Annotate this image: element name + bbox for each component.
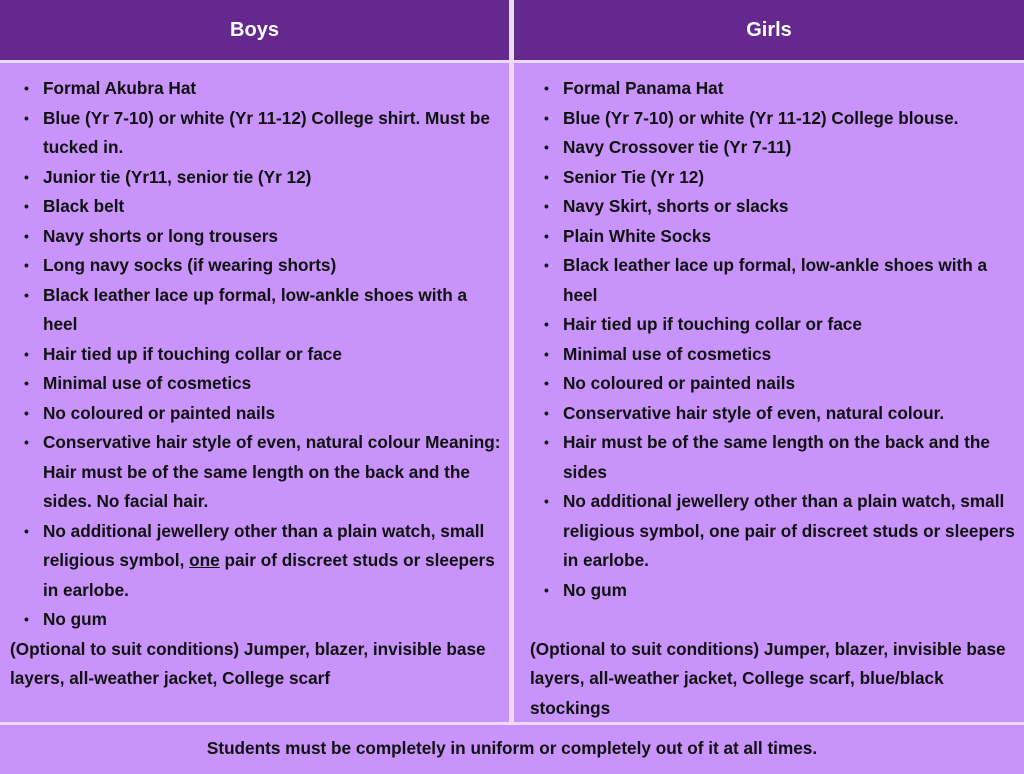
list-item: • Hair must be of the same length on the back and the sides [530,428,1016,487]
list-item: • Navy Crossover tie (Yr 7-11) [530,133,1016,163]
list-item: • Hair tied up if touching collar or face [10,340,501,370]
boys-optional-note: (Optional to suit conditions) Jumper, blazer, invisible base layers, all-weather jacket, College scarf [10,638,486,688]
list-item: • Conservative hair style of even, natural colour. [530,399,1016,429]
list-item: • No additional jewellery other than a plain watch, small religious symbol, one pair of discreet studs or sleepers in earlobe. [530,487,1016,576]
list-item: • Blue (Yr 7-10) or white (Yr 11-12) College shirt. Must be tucked in. [10,104,501,163]
list-item: • Long navy socks (if wearing shorts) [10,251,501,281]
list-item: • Formal Panama Hat [530,74,1016,104]
list-item: • No coloured or painted nails [10,399,501,429]
girls-cell [514,63,1024,722]
list-item: • Blue (Yr 7-10) or white (Yr 11-12) College blouse. [530,104,1016,134]
list-item: • Minimal use of cosmetics [10,369,501,399]
list-item: • No coloured or painted nails [530,369,1016,399]
underlined-word: one [189,550,220,570]
list-item: • Junior tie (Yr11, senior tie (Yr 12) [10,163,501,193]
list-item: • Black leather lace up formal, low-ankle shoes with a heel [10,281,501,340]
girls-optional-note: (Optional to suit conditions) Jumper, blazer, invisible base layers, all-weather jacket, College scarf, blue/black stockings [530,638,1006,718]
list-item: • Navy shorts or long trousers [10,222,501,252]
boys-cell [0,63,509,722]
list-item: • Formal Akubra Hat [10,74,501,104]
list-item: • Senior Tie (Yr 12) [530,163,1016,193]
girls-header: Girls [514,0,1024,60]
list-item: • Plain White Socks [530,222,1016,252]
boys-header: Boys [0,0,509,60]
boys-list [10,74,501,635]
list-item: • Black leather lace up formal, low-ankle shoes with a heel [530,251,1016,310]
list-item: • Black belt [10,192,501,222]
list-item: • Navy Skirt, shorts or slacks [530,192,1016,222]
footer-note: Students must be completely in uniform or completely out of it at all times. [0,725,1024,774]
list-item: • Hair tied up if touching collar or face [530,310,1016,340]
list-item: • Minimal use of cosmetics [530,340,1016,370]
list-item: • Conservative hair style of even, natural colour Meaning: Hair must be of the same length on the back and the sides. No facial hair. [10,428,501,517]
girls-list [530,74,1016,605]
list-item: • No gum [530,576,1016,606]
list-item: • No additional jewellery other than a plain watch, small religious symbol, one pair of discreet studs or sleepers in earlobe. [10,517,501,606]
list-item: • No gum [10,605,501,635]
